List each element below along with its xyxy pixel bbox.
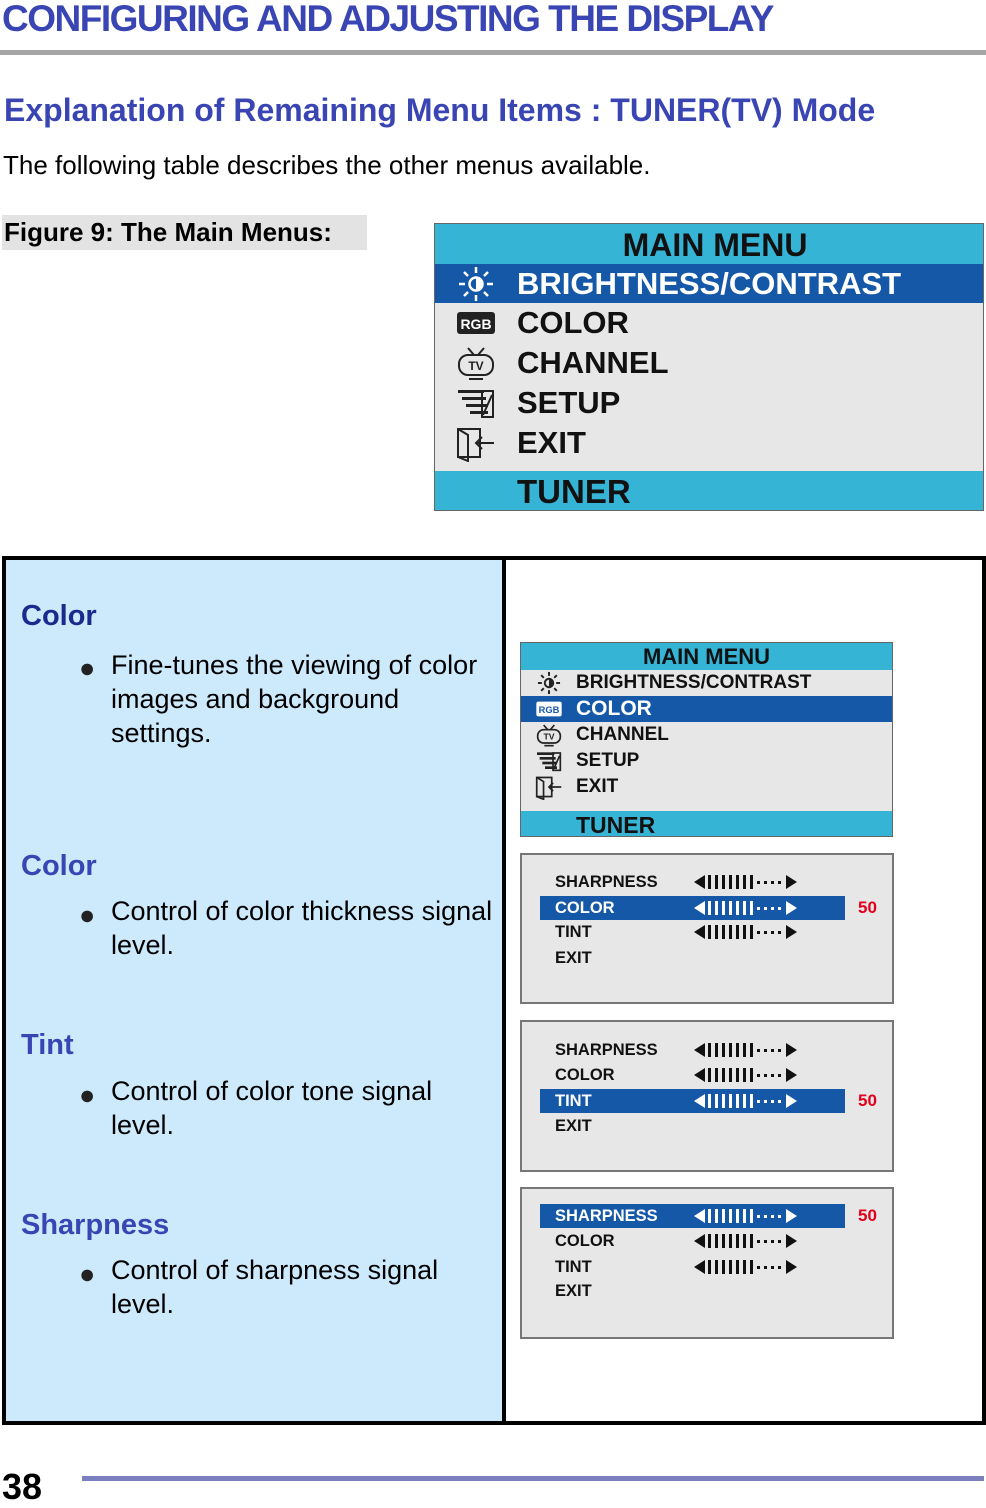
- item-heading: Sharpness: [21, 1209, 170, 1241]
- svg-text:RGB: RGB: [460, 316, 492, 332]
- submenu-label: COLOR: [555, 1065, 615, 1084]
- level-tick: [743, 901, 746, 915]
- menu-item-brightness-contrast[interactable]: [521, 670, 892, 696]
- rgb-icon: [435, 303, 517, 343]
- main-menu-title: MAIN MENU: [521, 643, 892, 670]
- level-dot: [764, 1266, 767, 1269]
- submenu-row-color[interactable]: [540, 1229, 845, 1253]
- menu-item-label: CHANNEL: [576, 724, 669, 745]
- menu-item-label: EXIT: [576, 776, 619, 797]
- level-tick: [736, 925, 739, 939]
- bullet: ●: [79, 900, 96, 930]
- level-tick: [736, 1068, 739, 1082]
- level-tick: [750, 1234, 753, 1248]
- level-tick: [722, 875, 725, 889]
- page-number: 38: [2, 1466, 43, 1507]
- item-description: Control of color tone signal level.: [111, 1076, 433, 1140]
- arrow-left-icon[interactable]: [694, 1068, 705, 1082]
- arrow-left-icon[interactable]: [694, 1043, 705, 1057]
- color-submenu-color-selected: [520, 853, 894, 1004]
- sun-icon: [435, 264, 517, 304]
- arrow-right-icon[interactable]: [786, 1068, 797, 1082]
- tv-icon: [435, 343, 517, 383]
- level-dot: [771, 1049, 774, 1052]
- item-heading: Color: [21, 850, 97, 882]
- setup-icon: [521, 748, 576, 774]
- setup-icon: [435, 383, 517, 423]
- rgb-icon: [521, 696, 576, 722]
- arrow-left-icon[interactable]: [694, 925, 705, 939]
- header-rule: [0, 50, 986, 55]
- level-dot: [757, 1215, 760, 1218]
- level-dot: [764, 1100, 767, 1103]
- level-tick: [708, 901, 711, 915]
- menu-item-brightness-contrast[interactable]: [435, 264, 983, 303]
- level-tick: [729, 925, 732, 939]
- menu-item-label: SETUP: [576, 750, 640, 771]
- menu-item-label: BRIGHTNESS/CONTRAST: [576, 672, 812, 693]
- menu-item-exit[interactable]: [435, 423, 983, 463]
- level-dot: [778, 1049, 781, 1052]
- description-column: [6, 560, 506, 1421]
- level-tick: [715, 1094, 718, 1108]
- menu-item-label: BRIGHTNESS/CONTRAST: [517, 265, 902, 301]
- menu-item-exit[interactable]: [521, 774, 892, 800]
- color-submenu-sharpness-selected: [520, 1187, 894, 1339]
- color-submenu-tint-selected: [520, 1020, 894, 1172]
- level-tick: [736, 901, 739, 915]
- level-tick: [736, 1043, 739, 1057]
- arrow-right-icon[interactable]: [786, 1234, 797, 1248]
- level-tick: [729, 1068, 732, 1082]
- level-dot: [771, 1074, 774, 1077]
- level-tick: [715, 1260, 718, 1274]
- level-dot: [771, 1100, 774, 1103]
- level-tick: [722, 1068, 725, 1082]
- level-tick: [715, 1043, 718, 1057]
- level-tick: [729, 901, 732, 915]
- level-tick: [743, 1209, 746, 1223]
- level-dot: [757, 1240, 760, 1243]
- level-bar[interactable]: [694, 925, 797, 939]
- level-tick: [729, 1094, 732, 1108]
- level-tick: [715, 875, 718, 889]
- level-tick: [715, 901, 718, 915]
- intro-text: The following table describes the other menus available.: [3, 150, 651, 180]
- level-tick: [722, 1043, 725, 1057]
- arrow-right-icon[interactable]: [786, 1209, 797, 1223]
- submenu-label: TINT: [555, 1091, 592, 1110]
- menu-item-setup[interactable]: [521, 748, 892, 774]
- level-dot: [764, 907, 767, 910]
- level-tick: [722, 1094, 725, 1108]
- level-dot: [757, 881, 760, 884]
- level-tick: [715, 925, 718, 939]
- menu-item-color[interactable]: [521, 696, 892, 722]
- bullet: ●: [79, 653, 96, 683]
- footer-rule: [82, 1476, 984, 1481]
- submenu-label: SHARPNESS: [555, 872, 658, 891]
- level-dot: [778, 881, 781, 884]
- level-bar[interactable]: [694, 1209, 797, 1223]
- menu-item-label: CHANNEL: [517, 345, 669, 380]
- level-dot: [771, 1215, 774, 1218]
- sun-icon: [521, 670, 576, 696]
- submenu-row-color[interactable]: [540, 896, 845, 920]
- level-bar[interactable]: [694, 1068, 797, 1082]
- arrow-right-icon[interactable]: [786, 875, 797, 889]
- level-tick: [708, 925, 711, 939]
- level-dot: [771, 1266, 774, 1269]
- arrow-right-icon[interactable]: [786, 1094, 797, 1108]
- level-dot: [778, 1266, 781, 1269]
- level-tick: [729, 1209, 732, 1223]
- submenu-row-tint[interactable]: [540, 1255, 845, 1279]
- level-tick: [750, 1068, 753, 1082]
- submenu-row-tint[interactable]: [540, 920, 845, 944]
- level-tick: [729, 875, 732, 889]
- level-value: 50: [858, 898, 877, 917]
- submenu-label: TINT: [555, 1257, 592, 1276]
- level-dot: [764, 1240, 767, 1243]
- level-tick: [708, 1234, 711, 1248]
- document-header-title: CONFIGURING AND ADJUSTING THE DISPLAY: [2, 0, 773, 39]
- main-menu-large: [434, 223, 984, 511]
- level-dot: [757, 1074, 760, 1077]
- menu-item-label: SETUP: [517, 385, 621, 420]
- level-tick: [736, 1234, 739, 1248]
- level-tick: [708, 1043, 711, 1057]
- arrow-left-icon[interactable]: [694, 901, 705, 915]
- level-dot: [764, 1049, 767, 1052]
- level-tick: [743, 1043, 746, 1057]
- submenu-label: SHARPNESS: [555, 1040, 658, 1059]
- level-dot: [757, 907, 760, 910]
- section-title: Explanation of Remaining Menu Items : TUNER(TV) Mode: [4, 92, 876, 128]
- level-bar[interactable]: [694, 1234, 797, 1248]
- menu-item-label: EXIT: [517, 425, 586, 460]
- level-dot: [764, 931, 767, 934]
- svg-text:TV: TV: [468, 359, 484, 373]
- level-dot: [757, 1266, 760, 1269]
- level-dot: [771, 931, 774, 934]
- level-tick: [736, 1209, 739, 1223]
- menu-item-label: COLOR: [517, 305, 629, 340]
- main-menu-small: [520, 642, 893, 837]
- submenu-label: COLOR: [555, 1231, 615, 1250]
- level-dot: [778, 907, 781, 910]
- main-menu-footer: TUNER: [521, 811, 892, 837]
- level-tick: [729, 1260, 732, 1274]
- level-tick: [708, 1209, 711, 1223]
- level-tick: [708, 1068, 711, 1082]
- level-dot: [771, 1240, 774, 1243]
- level-tick: [722, 1209, 725, 1223]
- menu-item-channel[interactable]: [521, 722, 892, 748]
- level-tick: [750, 1043, 753, 1057]
- submenu-row-exit[interactable]: [540, 946, 845, 970]
- submenu-label: SHARPNESS: [555, 1206, 658, 1225]
- menu-item-label: COLOR: [576, 697, 652, 720]
- exit-icon: [521, 774, 576, 800]
- level-tick: [750, 901, 753, 915]
- submenu-row-sharpness[interactable]: [540, 1204, 845, 1228]
- level-bar[interactable]: [694, 875, 797, 889]
- level-dot: [757, 931, 760, 934]
- submenu-label: COLOR: [555, 898, 615, 917]
- submenu-row-color[interactable]: [540, 1063, 845, 1087]
- item-heading: Color: [21, 600, 97, 632]
- level-tick: [715, 1068, 718, 1082]
- level-value: 50: [858, 1091, 877, 1110]
- menu-item-color[interactable]: [435, 303, 983, 343]
- level-dot: [757, 1100, 760, 1103]
- level-tick: [722, 1260, 725, 1274]
- level-tick: [708, 1260, 711, 1274]
- item-description: Fine-tunes the viewing of color images and background settings.: [111, 650, 478, 748]
- tv-icon: [521, 722, 576, 748]
- level-dot: [764, 1074, 767, 1077]
- level-dot: [778, 1215, 781, 1218]
- level-tick: [750, 875, 753, 889]
- level-tick: [722, 925, 725, 939]
- level-dot: [757, 1049, 760, 1052]
- level-tick: [750, 1094, 753, 1108]
- level-tick: [743, 925, 746, 939]
- level-tick: [743, 1068, 746, 1082]
- level-tick: [743, 1094, 746, 1108]
- submenu-row-sharpness[interactable]: [540, 1038, 845, 1062]
- level-tick: [715, 1234, 718, 1248]
- level-dot: [778, 1100, 781, 1103]
- arrow-right-icon[interactable]: [786, 925, 797, 939]
- level-tick: [736, 875, 739, 889]
- arrow-right-icon[interactable]: [786, 1260, 797, 1274]
- arrow-right-icon[interactable]: [786, 901, 797, 915]
- item-heading: Tint: [21, 1029, 74, 1061]
- submenu-label: EXIT: [555, 1281, 592, 1300]
- item-description: Control of sharpness signal level.: [111, 1255, 439, 1319]
- level-tick: [750, 925, 753, 939]
- level-tick: [736, 1094, 739, 1108]
- figure-caption: Figure 9: The Main Menus:: [2, 215, 367, 250]
- level-tick: [736, 1260, 739, 1274]
- level-tick: [750, 1209, 753, 1223]
- menu-item-setup[interactable]: [435, 383, 983, 423]
- level-dot: [778, 931, 781, 934]
- arrow-left-icon[interactable]: [694, 1209, 705, 1223]
- svg-text:RGB: RGB: [538, 705, 559, 715]
- arrow-left-icon[interactable]: [694, 1260, 705, 1274]
- level-bar[interactable]: [694, 1094, 797, 1108]
- level-tick: [743, 875, 746, 889]
- submenu-row-exit[interactable]: [540, 1114, 845, 1138]
- bullet: ●: [79, 1080, 96, 1110]
- level-tick: [729, 1043, 732, 1057]
- level-dot: [778, 1240, 781, 1243]
- level-dot: [771, 881, 774, 884]
- submenu-row-sharpness[interactable]: [540, 870, 845, 894]
- level-tick: [708, 1094, 711, 1108]
- level-tick: [743, 1260, 746, 1274]
- level-tick: [750, 1260, 753, 1274]
- bullet: ●: [79, 1259, 96, 1289]
- level-tick: [722, 1234, 725, 1248]
- level-dot: [764, 1215, 767, 1218]
- item-description: Control of color thickness signal level.: [111, 896, 493, 960]
- submenu-label: TINT: [555, 922, 592, 941]
- level-tick: [722, 901, 725, 915]
- menu-item-channel[interactable]: [435, 343, 983, 383]
- arrow-right-icon[interactable]: [786, 1043, 797, 1057]
- exit-icon: [435, 423, 517, 463]
- arrow-left-icon[interactable]: [694, 1234, 705, 1248]
- level-tick: [743, 1234, 746, 1248]
- svg-text:TV: TV: [542, 731, 555, 742]
- level-tick: [708, 875, 711, 889]
- level-bar[interactable]: [694, 1043, 797, 1057]
- main-menu-footer: TUNER: [435, 471, 983, 511]
- level-bar[interactable]: [694, 901, 797, 915]
- arrow-left-icon[interactable]: [694, 875, 705, 889]
- submenu-row-exit[interactable]: [540, 1279, 845, 1303]
- submenu-label: EXIT: [555, 1116, 592, 1135]
- submenu-label: EXIT: [555, 948, 592, 967]
- level-tick: [729, 1234, 732, 1248]
- level-value: 50: [858, 1206, 877, 1225]
- level-dot: [778, 1074, 781, 1077]
- submenu-row-tint[interactable]: [540, 1089, 845, 1113]
- level-bar[interactable]: [694, 1260, 797, 1274]
- level-dot: [771, 907, 774, 910]
- level-tick: [715, 1209, 718, 1223]
- arrow-left-icon[interactable]: [694, 1094, 705, 1108]
- main-menu-title: MAIN MENU: [435, 224, 983, 264]
- level-dot: [764, 881, 767, 884]
